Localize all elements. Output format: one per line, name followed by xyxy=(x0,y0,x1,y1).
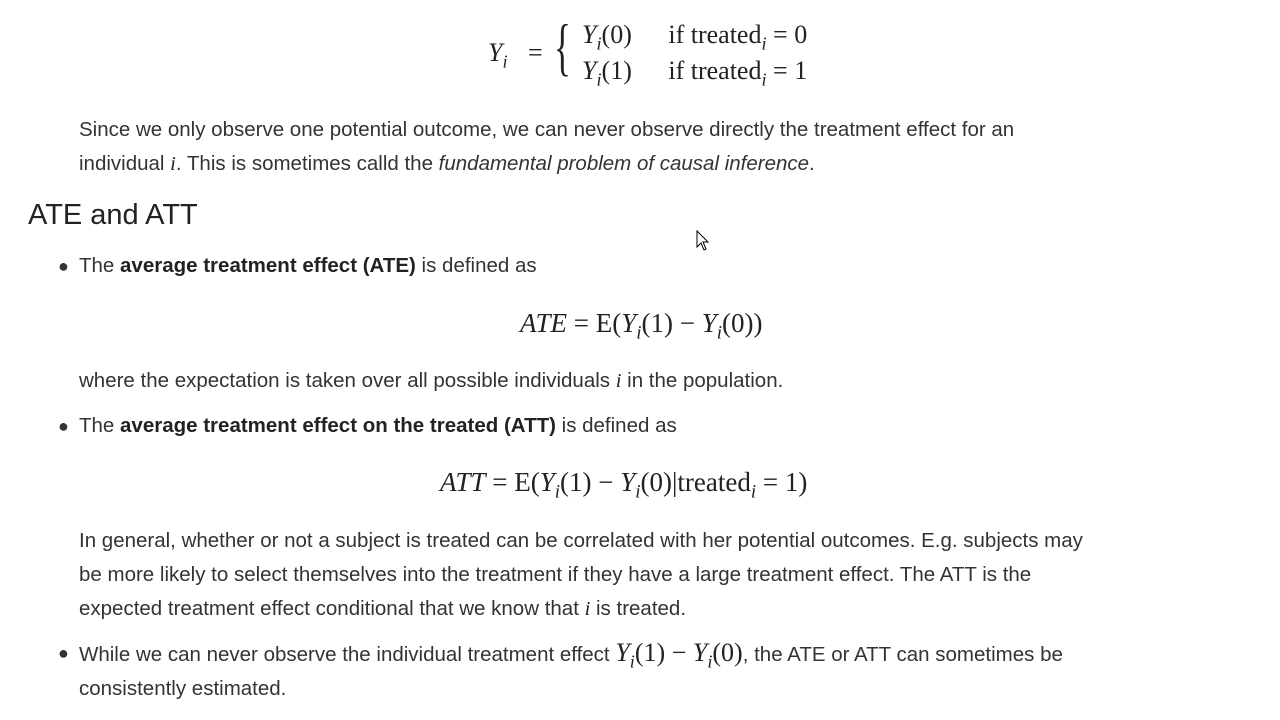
bullet-estimation-note: While we can never observe the individual treatment effect $Y_i(1) - Y_i(0)$, the ATE or ATT can sometimes be consistently estimated. xyxy=(79,638,1063,700)
bullet-dot: ● xyxy=(58,256,69,276)
variable-i: i xyxy=(584,598,591,620)
bullet-att-definition: The average treatment effect on the treated (ATT) is defined as xyxy=(79,414,677,437)
selection-paragraph: In general, whether or not a subject is treated can be correlated with her potential outcomes. E.g. subjects may be more likely to select themselves into the treatment if they have a large treatment effect. The ATT is the expected treatment effect conditional that we know that i is treated. xyxy=(79,529,1083,620)
fundamental-problem-emphasis: fundamental problem of causal inference xyxy=(438,152,810,175)
individual-effect-expression: $Y_i(1) - Y_i(0)$ xyxy=(615,638,743,672)
expectation-note: where the expectation is taken over all possible individuals i in the population. xyxy=(79,369,784,392)
att-equation: ATT = $E(Y_i(1)$ − $Y_i(0)|treated_i = 1$) xyxy=(440,467,808,503)
bullet-ate-definition: The average treatment effect (ATE) is defined as xyxy=(79,254,537,277)
variable-i: i xyxy=(615,370,622,392)
bullet-dot: ● xyxy=(58,643,69,663)
case-row-treated: $Y_i(1)$ if treated$_i$ = 1 xyxy=(582,56,808,90)
fundamental-problem-paragraph: Since we only observe one potential outcome, we can never observe directly the treatment effect for an individual i. This is sometimes calld the fundamental problem of causal inference. xyxy=(79,118,1015,175)
bullet-dot: ● xyxy=(58,416,69,436)
variable-i: i xyxy=(170,153,176,175)
section-heading: ATE and ATT xyxy=(28,199,198,231)
potential-outcomes-equation: $Y_i$ = { $Y_i(0)$ if treated$_i$ = 0 $Y_i(1)$ if treated$_i$ = 1 xyxy=(488,11,808,90)
ate-equation: ATE = $E(Y_i(1) - Y_i(0))$ xyxy=(520,308,763,344)
case-row-untreated: $Y_i(0)$ if treated$_i$ = 0 xyxy=(582,20,808,54)
mouse-pointer-icon xyxy=(696,230,710,252)
